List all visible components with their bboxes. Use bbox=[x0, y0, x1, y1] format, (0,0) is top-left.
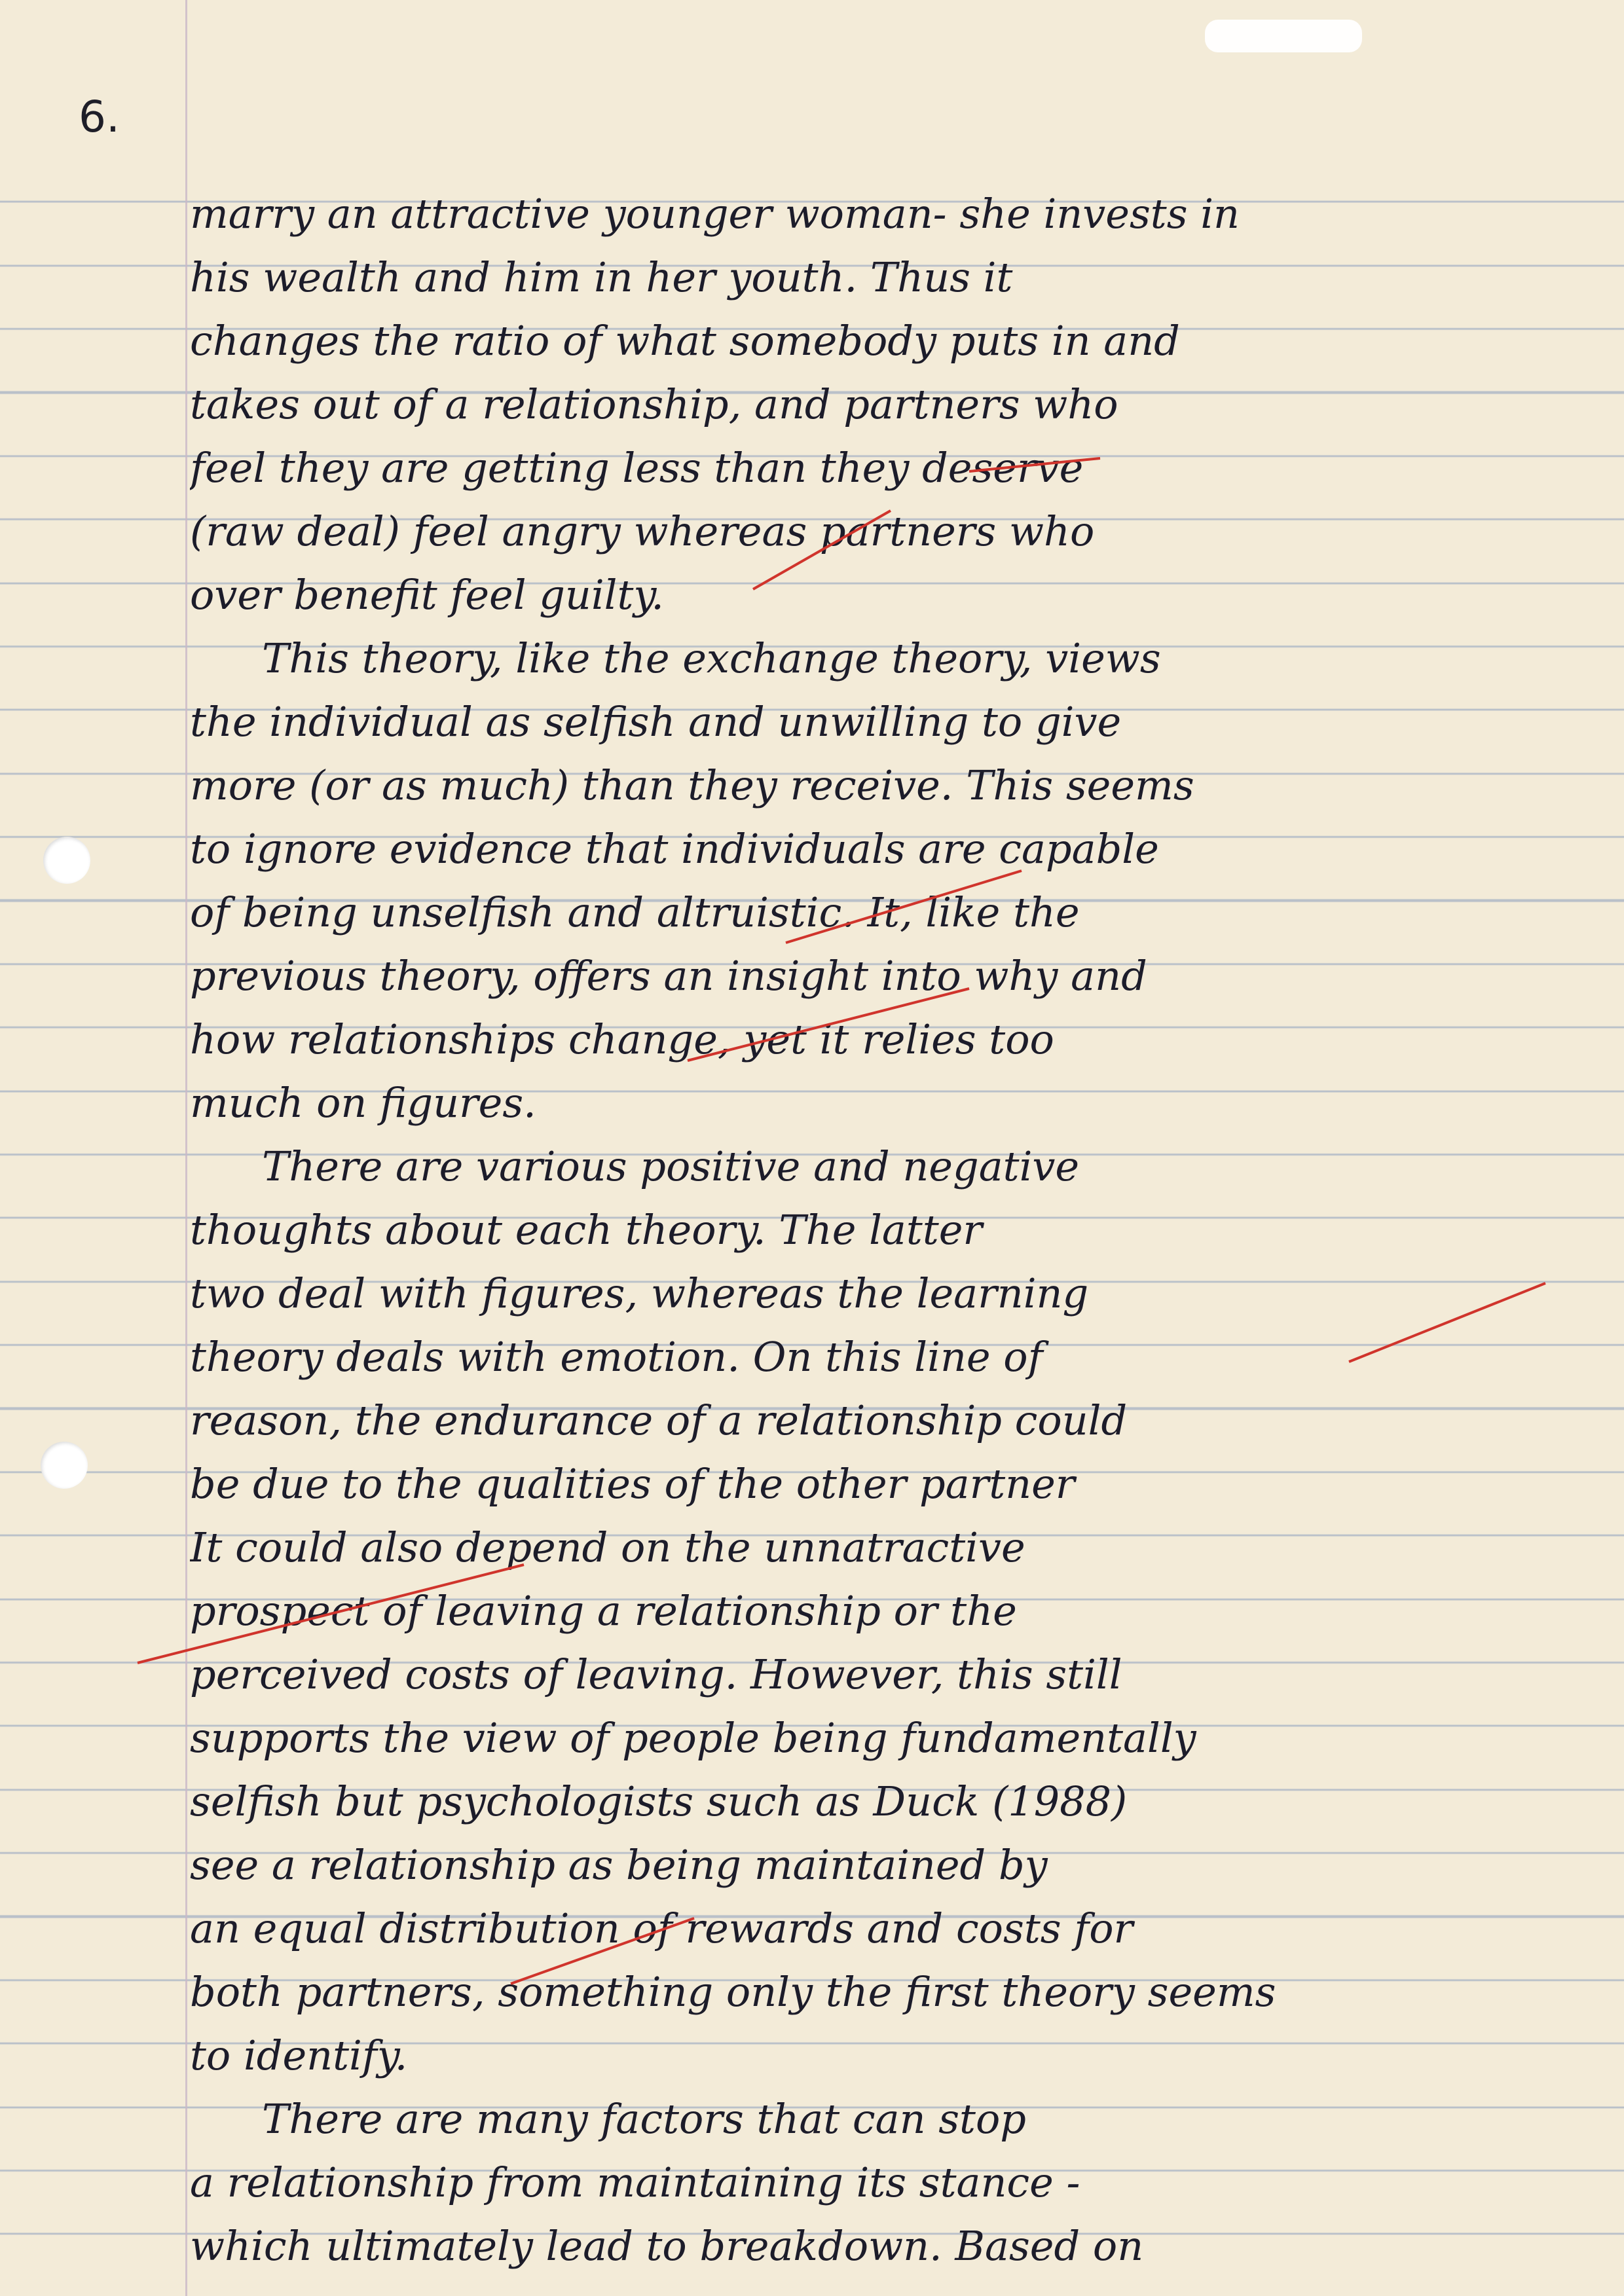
text-line: much on figures. bbox=[190, 1079, 536, 1127]
text-line: an equal distribution of rewards and costs for bbox=[190, 1904, 1134, 1952]
text-line: which ultimately lead to breakdown. Based on bbox=[190, 2222, 1144, 2270]
handwritten-text bbox=[190, 182, 1604, 2278]
text-line: be due to the qualities of the other partner bbox=[190, 1460, 1075, 1508]
text-line: his wealth and him in her youth. Thus it bbox=[190, 253, 1013, 301]
text-line: previous theory, offers an insight into why and bbox=[190, 952, 1147, 1000]
text-line: This theory, like the exchange theory, views bbox=[262, 634, 1161, 682]
text-line: changes the ratio of what somebody puts in and bbox=[190, 317, 1180, 365]
text-line: It could also depend on the unnatractive bbox=[190, 1523, 1025, 1571]
page-number: 6. bbox=[79, 92, 120, 142]
text-line: marry an attractive younger woman- she invests in bbox=[190, 190, 1240, 238]
text-line: thoughts about each theory. The latter bbox=[190, 1206, 983, 1254]
text-line: both partners, something only the first theory seems bbox=[190, 1968, 1276, 2016]
text-line: of being unselfish and altruistic. It, like the bbox=[190, 888, 1080, 936]
text-line: how relationships change, yet it relies too bbox=[190, 1015, 1054, 1063]
text-line: more (or as much) than they receive. This seems bbox=[190, 761, 1194, 809]
punch-hole bbox=[41, 1442, 88, 1489]
text-line: a relationship from maintaining its stance - bbox=[190, 2159, 1080, 2206]
text-line: the individual as selfish and unwilling to give bbox=[190, 698, 1122, 746]
text-line: selfish but psychologists such as Duck (1988) bbox=[190, 1777, 1128, 1825]
text-line: over benefit feel guilty. bbox=[190, 571, 664, 619]
punch-hole bbox=[43, 837, 90, 884]
margin-rule bbox=[185, 0, 187, 2296]
text-line: to ignore evidence that individuals are capable bbox=[190, 825, 1159, 873]
text-line: feel they are getting less than they deserve bbox=[190, 444, 1084, 492]
text-line: perceived costs of leaving. However, this still bbox=[190, 1650, 1122, 1698]
page-header-area bbox=[0, 0, 1624, 139]
text-line: (raw deal) feel angry whereas partners who bbox=[190, 507, 1095, 555]
text-line: supports the view of people being fundamentally bbox=[190, 1714, 1196, 1762]
text-line: reason, the endurance of a relationship could bbox=[190, 1396, 1128, 1444]
text-line: takes out of a relationship, and partners who bbox=[190, 380, 1118, 428]
text-line: There are many factors that can stop bbox=[262, 2095, 1026, 2143]
text-line: two deal with figures, whereas the learning bbox=[190, 1269, 1089, 1317]
text-line: prospect of leaving a relationship or the bbox=[190, 1587, 1017, 1635]
text-line: see a relationship as being maintained by bbox=[190, 1841, 1048, 1889]
text-line: theory deals with emotion. On this line of bbox=[190, 1333, 1043, 1381]
text-line: There are various positive and negative bbox=[262, 1142, 1080, 1190]
redacted-label bbox=[1205, 20, 1362, 52]
text-line: to identify. bbox=[190, 2032, 408, 2079]
